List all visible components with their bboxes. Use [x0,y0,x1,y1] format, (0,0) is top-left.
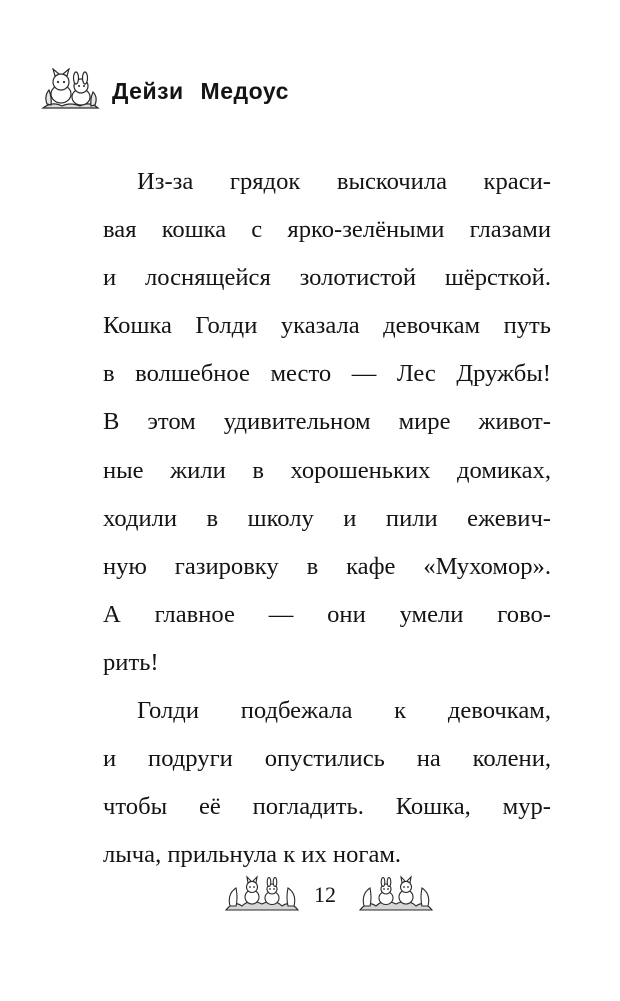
animal-friends-vignette-icon [40,68,100,114]
text-line: лыча, прильнула к их ногам. [103,841,402,869]
animal-friends-vignette-icon [224,872,300,916]
text-line: в волшебное место — Лес Дружбы! [103,360,551,388]
page-body-text [103,158,551,879]
text-line: ходили в школу и пили ежевич- [103,504,551,532]
text-line: Кошка Голди указала девочкам путь [103,312,551,340]
text-line: и подруги опустились на колени, [103,745,551,773]
text-line: рить! [103,648,159,676]
text-line: Из-за грядок выскочила краси- [137,168,551,195]
text-line: А главное — они умели гово- [103,600,551,628]
text-line: ные жили в хорошеньких домиках, [103,456,551,484]
book-author: Дейзи Медоус [112,77,289,104]
text-line: ную газировку в кафе «Мухомор». [103,552,551,580]
text-line: вая кошка с ярко-зелёными глазами [103,216,551,244]
running-header [40,66,289,116]
text-line: Голди подбежала к девочкам, [137,697,551,725]
text-line: В этом удивительном мире живот- [103,408,551,436]
animal-friends-vignette-icon [358,872,434,916]
text-line: чтобы её погладить. Кошка, мур- [103,793,551,821]
page-footer [0,868,620,918]
page-number: 12 [314,882,336,907]
text-line: и лоснящейся золотистой шёрсткой. [103,264,551,292]
